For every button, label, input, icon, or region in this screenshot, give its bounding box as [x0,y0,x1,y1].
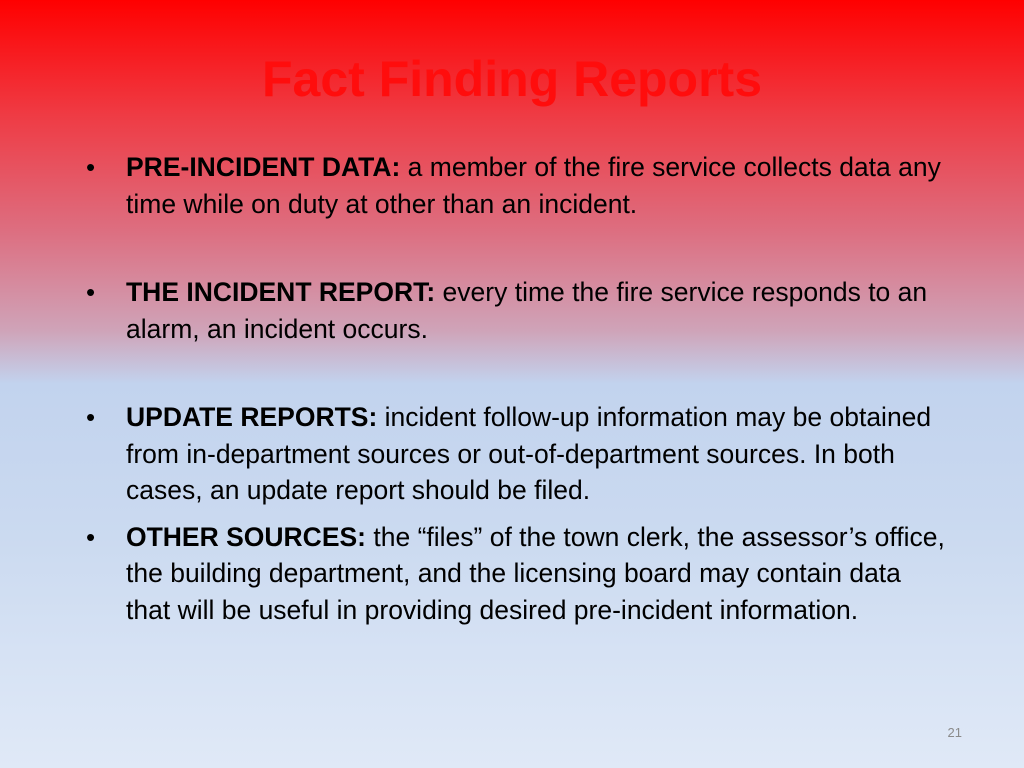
bullet-dot: • [86,152,96,182]
bullet-other-sources [86,519,946,629]
bullet-text: every time the fire service responds to an alarm, an incident occurs. [126,277,928,344]
bullet-lead: PRE-INCIDENT DATA: [126,152,401,182]
bullet-lead: OTHER SOURCES: [126,521,366,552]
page-number: 21 [947,725,962,740]
slide-title: Fact Finding Reports [262,51,762,107]
bullet-incident-report [86,274,946,347]
bullet-dot: • [86,277,96,307]
bullet-text: incident follow-up information may be obtained from in-department sources or out-of-department sources. In both cases, an update report should be filed. [126,402,932,505]
bullet-lead: UPDATE REPORTS: [126,402,378,432]
bullet-dot: • [86,521,96,552]
bullet-text: the “files” of the town clerk, the assessor’s office, the building department, and the licensing board may contain data that will be useful in providing desired pre-incident information. [126,521,945,625]
bullet-pre-incident-data [86,149,946,222]
bullet-lead: THE INCIDENT REPORT: [126,277,436,307]
bullet-dot: • [86,402,96,432]
bullet-text: a member of the fire service collects data any time while on duty at other than an incident. [126,152,941,219]
bullet-update-reports [86,399,946,509]
bullet-list [86,149,946,628]
